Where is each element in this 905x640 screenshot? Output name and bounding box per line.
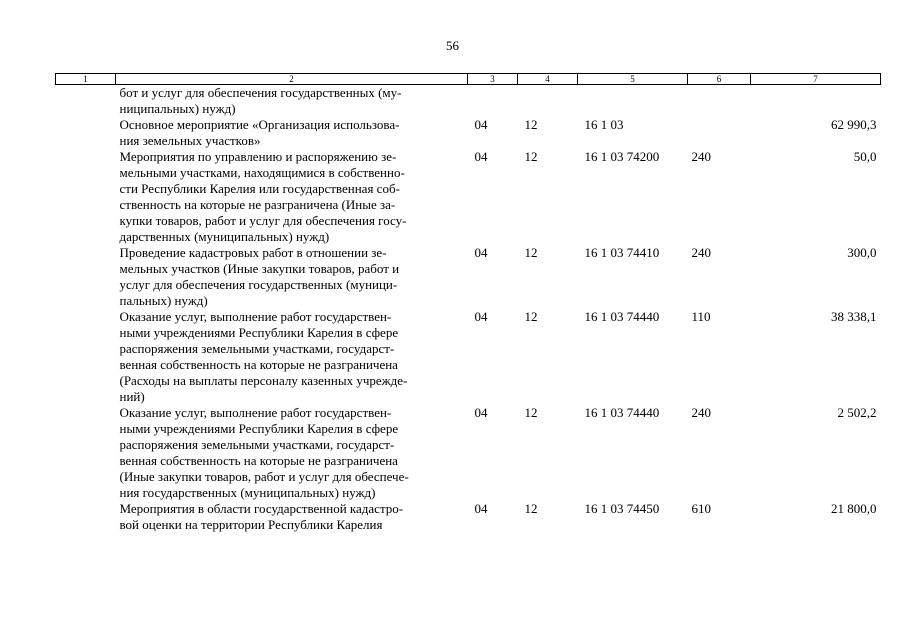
row-amount-cell: 38 338,1 <box>831 309 877 324</box>
table-row <box>56 149 881 245</box>
row-name-line: ний) <box>119 389 145 404</box>
row-name-line: ственность на которые не разграничена (Иные за- <box>119 197 396 212</box>
row-name-line: мельными участками, находящимися в собственно- <box>119 165 405 180</box>
row-section-cell: 04 <box>474 149 488 164</box>
row-section-cell: 04 <box>474 309 488 324</box>
row-name-line: ными учреждениями Республики Карелия в сфере <box>119 421 399 436</box>
row-target-article-cell: 16 1 03 <box>584 117 624 132</box>
table-row <box>56 405 881 501</box>
row-name-cell <box>116 501 468 533</box>
row-name-line: распоряжения земельными участками, государст- <box>119 437 395 452</box>
row-number-cell <box>56 85 116 118</box>
budget-table <box>55 73 881 533</box>
row-amount-cell: 2 502,2 <box>837 405 877 420</box>
row-number-cell <box>56 405 116 501</box>
row-name-line: (Расходы на выплаты персоналу казенных учрежде- <box>119 373 408 388</box>
row-name-line: ниципальных) нужд) <box>119 101 236 116</box>
row-name-line: купки товаров, работ и услуг для обеспечения госу- <box>119 213 407 228</box>
row-expense-type-cell: 110 <box>691 309 711 324</box>
row-expense-type-cell: 240 <box>691 405 711 420</box>
row-name-line: ния земельных участков» <box>119 133 261 148</box>
row-name-line: распоряжения земельными участками, государст- <box>119 341 395 356</box>
table-row <box>56 309 881 405</box>
row-section-cell: 04 <box>474 501 488 516</box>
header-col-6: 6 <box>688 74 751 85</box>
row-subsection-cell: 12 <box>524 405 538 420</box>
table-row <box>56 117 881 149</box>
row-name-line: мельных участков (Иные закупки товаров, работ и <box>119 261 400 276</box>
header-col-4: 4 <box>518 74 578 85</box>
table-row <box>56 245 881 309</box>
row-name-line: услуг для обеспечения государственных (муници- <box>119 277 398 292</box>
row-name-line: сти Республики Карелия или государственная соб- <box>119 181 400 196</box>
table-row <box>56 501 881 533</box>
row-name-cell <box>116 149 468 245</box>
row-number-cell <box>56 501 116 533</box>
row-name-line: дарственных (муниципальных) нужд) <box>119 229 330 244</box>
row-expense-type-cell: 240 <box>691 149 711 164</box>
row-name-line: (Иные закупки товаров, работ и услуг для обеспече- <box>119 469 409 484</box>
row-subsection-cell: 12 <box>524 501 538 516</box>
header-col-5: 5 <box>578 74 688 85</box>
row-target-article-cell: 16 1 03 74450 <box>584 501 660 516</box>
row-name-cell <box>116 309 468 405</box>
row-name-line: Проведение кадастровых работ в отношении зе- <box>119 245 387 260</box>
row-expense-type-cell <box>688 117 751 149</box>
row-expense-type-cell <box>688 85 751 118</box>
row-expense-type-cell: 610 <box>691 501 711 516</box>
row-target-article-cell: 16 1 03 74200 <box>584 149 660 164</box>
header-col-1: 1 <box>56 74 116 85</box>
header-col-7: 7 <box>751 74 881 85</box>
row-name-line: ния государственных (муниципальных) нужд) <box>119 485 376 500</box>
row-number-cell <box>56 149 116 245</box>
row-subsection-cell: 12 <box>524 309 538 324</box>
row-target-article-cell: 16 1 03 74440 <box>584 309 660 324</box>
row-name-line: Мероприятия по управлению и распоряжению зе- <box>119 149 397 164</box>
row-amount-cell: 62 990,3 <box>831 117 877 132</box>
row-name-line: вой оценки на территории Республики Карелия <box>119 517 383 532</box>
table-header <box>56 74 881 85</box>
row-subsection-cell: 12 <box>524 149 538 164</box>
header-col-3: 3 <box>468 74 518 85</box>
row-number-cell <box>56 245 116 309</box>
row-subsection-cell <box>518 85 578 118</box>
row-target-article-cell <box>578 85 688 118</box>
row-name-cell <box>116 245 468 309</box>
header-row <box>56 74 881 85</box>
row-name-line: бот и услуг для обеспечения государственных (му- <box>119 85 402 100</box>
row-target-article-cell: 16 1 03 74410 <box>584 245 660 260</box>
header-col-2: 2 <box>116 74 468 85</box>
row-name-line: Оказание услуг, выполнение работ государствен- <box>119 405 392 420</box>
row-name-line: пальных) нужд) <box>119 293 208 308</box>
row-subsection-cell: 12 <box>524 245 538 260</box>
row-section-cell: 04 <box>474 405 488 420</box>
row-amount-cell: 50,0 <box>853 149 877 164</box>
row-number-cell <box>56 117 116 149</box>
row-amount-cell: 300,0 <box>847 245 877 260</box>
row-amount-cell: 21 800,0 <box>831 501 877 516</box>
row-section-cell: 04 <box>474 117 488 132</box>
row-name-line: венная собственность на которые не разграничена <box>119 453 398 468</box>
row-name-line: Основное мероприятие «Организация использова- <box>119 117 400 132</box>
table-row <box>56 85 881 118</box>
row-name-cell <box>116 117 468 149</box>
row-name-line: ными учреждениями Республики Карелия в сфере <box>119 325 399 340</box>
row-name-line: венная собственность на которые не разграничена <box>119 357 398 372</box>
row-section-cell: 04 <box>474 245 488 260</box>
row-section-cell <box>468 85 518 118</box>
row-subsection-cell: 12 <box>524 117 538 132</box>
row-name-cell <box>116 85 468 118</box>
row-name-line: Мероприятия в области государственной кадастро- <box>119 501 404 516</box>
row-number-cell <box>56 309 116 405</box>
table-body <box>56 85 881 534</box>
row-name-cell <box>116 405 468 501</box>
row-target-article-cell: 16 1 03 74440 <box>584 405 660 420</box>
row-expense-type-cell: 240 <box>691 245 711 260</box>
row-name-line: Оказание услуг, выполнение работ государствен- <box>119 309 392 324</box>
page-number: 56 <box>446 38 459 53</box>
row-amount-cell <box>751 85 881 118</box>
